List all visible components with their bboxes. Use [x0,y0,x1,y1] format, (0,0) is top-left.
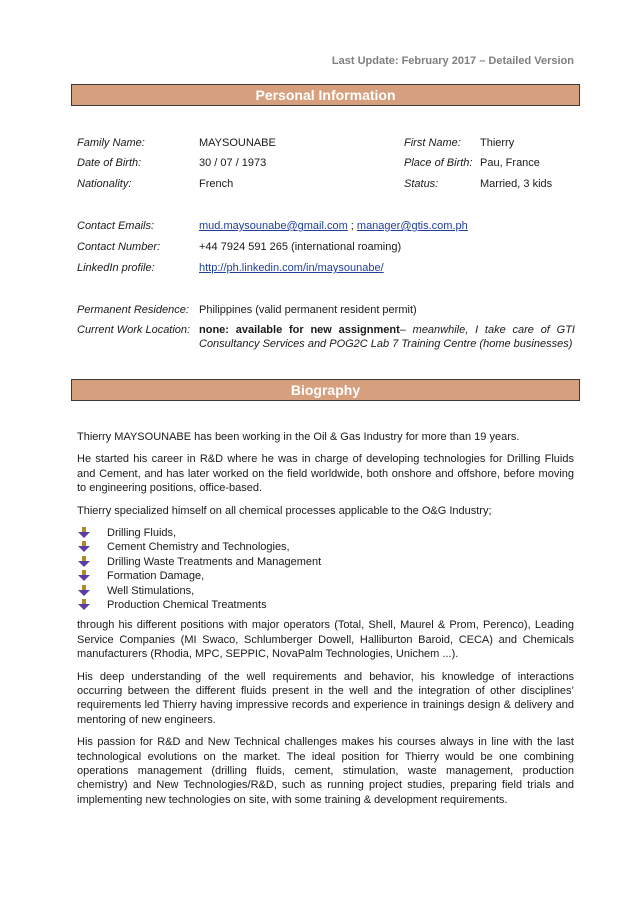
arrow-down-bullet-icon [77,556,91,568]
number-value: +44 7924 591 265 (international roaming) [199,241,402,253]
bio-paragraph-6: His passion for R&D and New Technical challenges makes his courses always in line with the last technological evolutions on the market. The ideal position for Thierry would be one combining operations management (drilling fluids, cement, stimulation, waste management, production chemistry) and New Technologies/R&D, such as running project studies, preparing field trials and implementing new technologies on site, with some training & development requirements. [77,736,574,806]
first-name-label: First Name: [404,137,461,149]
biography-body [77,430,574,815]
arrow-down-bullet-icon [77,541,91,553]
nationality-label: Nationality: [77,178,132,190]
list-item-text: Well Stimulations, [107,584,195,597]
list-item [77,598,574,612]
list-item-text: Cement Chemistry and Technologies, [107,541,290,554]
arrow-down-bullet-icon [77,527,91,539]
arrow-down-bullet-icon [77,599,91,611]
family-name-value: MAYSOUNABE [199,137,276,149]
work-location-dash: – [399,324,413,336]
pob-label: Place of Birth: [404,157,473,169]
personal-info-heading: Personal Information [71,84,580,106]
work-location-value [199,323,575,351]
biography-heading: Biography [71,379,580,401]
dob-value: 30 / 07 / 1973 [199,157,267,169]
first-name-value: Thierry [480,137,515,149]
bio-paragraph-1: Thierry MAYSOUNABE has been working in the Oil & Gas Industry for more than 19 years. [77,431,520,443]
dob-label: Date of Birth: [77,157,142,169]
expertise-list [77,526,574,612]
list-item-text: Drilling Fluids, [107,527,177,540]
emails-value [199,219,468,233]
list-item [77,540,574,554]
family-name-label: Family Name: [77,137,145,149]
residence-value: Philippines (valid permanent resident permit) [199,304,417,316]
email-link-gmail[interactable]: mud.maysounabe@gmail.com [199,220,348,232]
bio-paragraph-3: Thierry specialized himself on all chemical processes applicable to the O&G Industry; [77,504,492,517]
work-location-note: meanwhile, I take care of GTI Consultancy Services and POG2C Lab 7 Training Centre (home businesses) [199,324,575,350]
arrow-down-bullet-icon [77,570,91,582]
list-item-text: Formation Damage, [107,570,205,583]
status-value: Married, 3 kids [480,178,553,190]
email-separator: ; [347,220,357,232]
bio-paragraph-2: He started his career in R&D where he was in charge of developing technologies for Drilling Fluids and Cement, and has later worked on the field worldwide, both onshore and offshore, before moving to engineering positions, office-based. [77,453,574,495]
bio-paragraph-5: His deep understanding of the well requirements and behavior, his knowledge of interactions occurring between the different fluids present in the well and the integration of other disciplines’ requirements led Thierry having impressive records and experience in trainings design & delivery and mentoring of new engineers. [77,670,574,726]
list-item [77,584,574,598]
list-item-text: Drilling Waste Treatments and Management [107,555,322,568]
work-location-label: Current Work Location: [77,324,191,336]
emails-label: Contact Emails: [77,220,155,232]
work-location-status: none: available for new assignment [199,324,400,336]
list-item [77,555,574,569]
list-item [77,526,574,540]
number-label: Contact Number: [77,241,161,253]
nationality-value: French [199,178,234,190]
list-item-text: Production Chemical Treatments [107,598,267,611]
residence-label: Permanent Residence: [77,304,189,316]
linkedin-value [199,261,384,275]
linkedin-label: LinkedIn profile: [77,262,155,274]
linkedin-link[interactable]: http://ph.linkedin.com/in/maysounabe/ [199,262,384,274]
email-link-gtis[interactable]: manager@gtis.com.ph [356,220,468,232]
arrow-down-bullet-icon [77,585,91,597]
list-item [77,569,574,583]
last-update-note: Last Update: February 2017 – Detailed Version [331,55,574,67]
pob-value: Pau, France [480,157,540,169]
bio-paragraph-4: through his different positions with major operators (Total, Shell, Maurel & Prom, Perenco), Leading Service Companies (MI Swaco, Schlumberger Dowell, Halliburton Baroid, CECA) and Chemicals manufacturers (Rhodia, MPC, SEPPIC, NovaPalm Technologies, Unichem ...). [77,619,574,661]
status-label: Status: [404,178,439,190]
